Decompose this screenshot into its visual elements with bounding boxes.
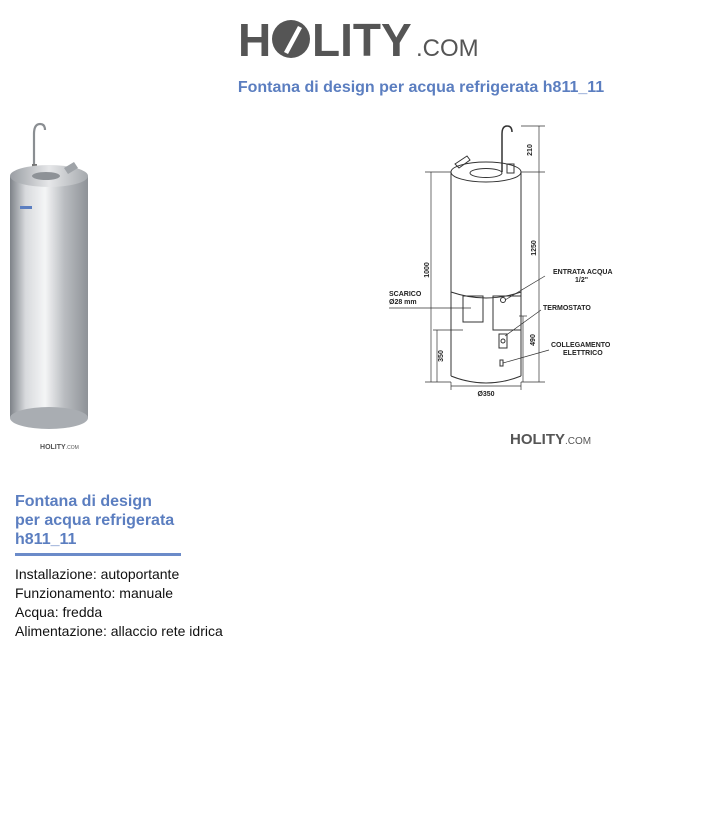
label-elettrico: ELETTRICO [563,350,603,357]
spec-row: Funzionamento: manuale [15,585,173,601]
svg-text:HOLITY.COM: HOLITY.COM [40,444,79,451]
label-termostato: TERMOSTATO [543,305,591,312]
dim-body: 1000 [424,262,431,278]
spec-value: allaccio rete idrica [110,623,223,639]
spec-label: Acqua [15,604,55,620]
spec-value: fredda [62,604,103,620]
drawing-holity-logo [510,428,596,448]
logo-dotcom: .COM [416,35,479,62]
dim-diameter: Ø350 [477,391,495,398]
label-collegamento: COLLEGAMENTO [551,342,611,349]
spec-label: Installazione [15,566,93,582]
dim-low: 490 [530,334,537,346]
label-scarico: SCARICO [389,291,422,298]
spec-value: manuale [119,585,173,601]
logo-letters-lity: LITY [312,14,412,66]
spec-label: Alimentazione [15,623,103,639]
holity-logo[interactable] [238,12,488,68]
technical-drawing [385,120,625,398]
spec-label: Funzionamento [15,585,112,601]
photo-holity-logo [40,441,79,451]
dim-total: 1250 [531,240,538,256]
dim-top: 210 [527,144,534,156]
label-entrata-size: 1/2" [575,277,589,284]
spec-row: Alimentazione: allaccio rete idrica [15,623,223,639]
spec-row: Installazione: autoportante [15,566,180,582]
label-scarico-size: Ø28 mm [389,299,417,306]
page-title: Fontana di design per acqua refrigerata h811_11 [237,79,605,96]
spec-list [15,565,223,641]
product-photo [6,116,96,434]
dim-base: 350 [438,350,445,362]
label-entrata: ENTRATA ACQUA [553,269,613,276]
logo-o-icon [272,20,310,58]
product-heading-line: per acqua refrigerata [15,512,175,529]
product-heading-line: Fontana di design [15,493,152,510]
heading-divider [15,553,181,556]
product-heading [15,492,215,549]
svg-text:HOLITY.COM: HOLITY.COM [510,431,592,448]
product-heading-line: h811_11 [15,531,77,548]
spec-value: autoportante [100,566,180,582]
spec-row: Acqua: fredda [15,604,103,620]
logo-letter-h: H [238,14,272,66]
